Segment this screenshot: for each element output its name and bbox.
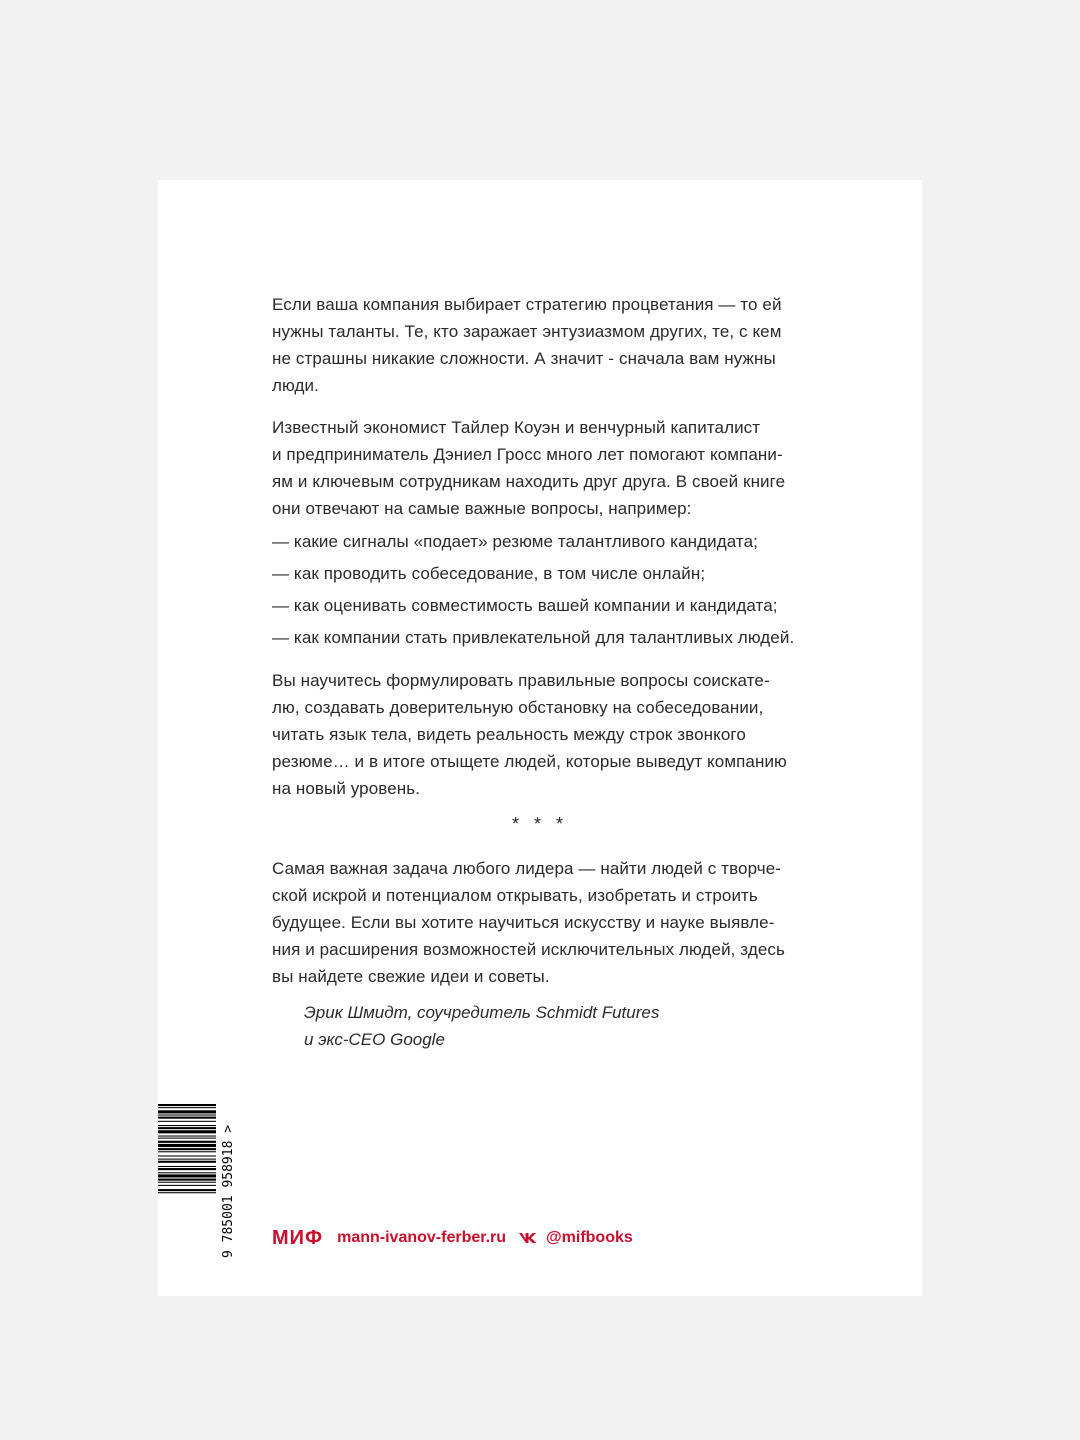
- list-item: — как проводить собеседование, в том числе онлайн;: [272, 564, 706, 583]
- barcode-bar: [158, 1138, 216, 1139]
- outcome-line: резюме… и в итоге отыщете людей, которые выведут компанию: [272, 752, 787, 771]
- attribution-line: и экс-CEO Google: [304, 1030, 445, 1049]
- barcode-bar: [158, 1189, 216, 1191]
- testimonial-line: будущее. Если вы хотите научиться искусству и науке выявле-: [272, 913, 775, 932]
- barcode-bar: [158, 1151, 216, 1152]
- barcode-bar: [158, 1172, 216, 1173]
- list-item: — какие сигналы «подает» резюме талантливого кандидата;: [272, 532, 759, 551]
- intro-line: не страшны никакие сложности. А значит - сначала вам нужны: [272, 349, 776, 368]
- barcode-bar: [158, 1159, 216, 1160]
- barcode-bar: [158, 1127, 216, 1129]
- testimonial-line: Самая важная задача любого лидера — найти людей с творче-: [272, 859, 782, 878]
- outcome-line: читать язык тела, видеть реальность между строк звонкого: [272, 725, 746, 744]
- about-line: ям и ключевым сотрудникам находить друг друга. В своей книге: [272, 472, 786, 491]
- list-item: — как оценивать совместимость вашей компании и кандидата;: [272, 596, 778, 615]
- barcode-bar: [158, 1117, 216, 1119]
- intro-line: люди.: [272, 376, 319, 395]
- testimonial-paragraph: [272, 855, 812, 990]
- testimonial-attribution: [304, 999, 659, 1053]
- isbn-barcode: [158, 1100, 236, 1260]
- barcode-bar: [158, 1168, 216, 1170]
- barcode-bar: [158, 1136, 216, 1137]
- outcome-line: на новый уровень.: [272, 779, 421, 798]
- barcode-bar: [158, 1125, 216, 1126]
- publisher-website: mann-ivanov-ferber.ru: [337, 1229, 507, 1246]
- barcode-bar: [158, 1107, 216, 1108]
- intro-paragraph: [272, 291, 812, 399]
- intro-line: Если ваша компания выбирает стратегию процветания — то ей: [272, 295, 782, 314]
- barcode-bar: [158, 1141, 216, 1143]
- book-back-cover: [158, 180, 922, 1296]
- list-item: — как компании стать привлекательной для талантливых людей.: [272, 628, 795, 647]
- intro-line: нужны таланты. Те, кто заражает энтузиазмом других, те, с кем: [272, 322, 782, 341]
- testimonial-line: ния и расширения возможностей исключительных людей, здесь: [272, 940, 785, 959]
- about-line: они отвечают на самые важные вопросы, например:: [272, 499, 692, 518]
- vk-icon: [518, 1232, 538, 1244]
- barcode-number: 9 785001 958918 >: [221, 1124, 236, 1258]
- questions-list: [272, 526, 812, 654]
- barcode-bar: [158, 1115, 216, 1116]
- publisher-footer: [272, 1224, 633, 1252]
- section-separator: * * *: [511, 814, 569, 834]
- barcode-bar: [158, 1144, 216, 1147]
- about-paragraph: [272, 414, 812, 522]
- barcode-bar: [158, 1130, 216, 1133]
- outcome-line: лю, создавать доверительную обстановку на собеседовании,: [272, 698, 764, 717]
- about-line: и предприниматель Дэниел Гросс много лет помогают компани-: [272, 445, 783, 464]
- barcode-bar: [158, 1182, 216, 1183]
- barcode-bar: [158, 1110, 216, 1113]
- publisher-logo: МИФ: [272, 1226, 324, 1249]
- outcome-paragraph: [272, 667, 812, 802]
- outcome-line: Вы научитесь формулировать правильные вопросы соискате-: [272, 671, 770, 690]
- barcode-bar: [158, 1155, 216, 1156]
- barcode-bar: [158, 1192, 216, 1193]
- about-line: Известный экономист Тайлер Коуэн и венчурный капиталист: [272, 418, 761, 437]
- barcode-bar: [158, 1185, 216, 1186]
- testimonial-line: ской искрой и потенциалом открывать, изобретать и строить: [272, 886, 758, 905]
- barcode-bar: [158, 1179, 216, 1181]
- barcode-bar: [158, 1174, 216, 1177]
- attribution-line: Эрик Шмидт, соучредитель Schmidt Futures: [304, 1003, 660, 1022]
- social-handle: @mifbooks: [546, 1229, 633, 1246]
- barcode-bar: [158, 1121, 216, 1122]
- barcode-bar: [158, 1161, 216, 1163]
- testimonial-line: вы найдете свежие идеи и советы.: [272, 967, 550, 986]
- barcode-bar: [158, 1104, 216, 1106]
- barcode-bar: [158, 1148, 216, 1150]
- barcode-bar: [158, 1166, 216, 1167]
